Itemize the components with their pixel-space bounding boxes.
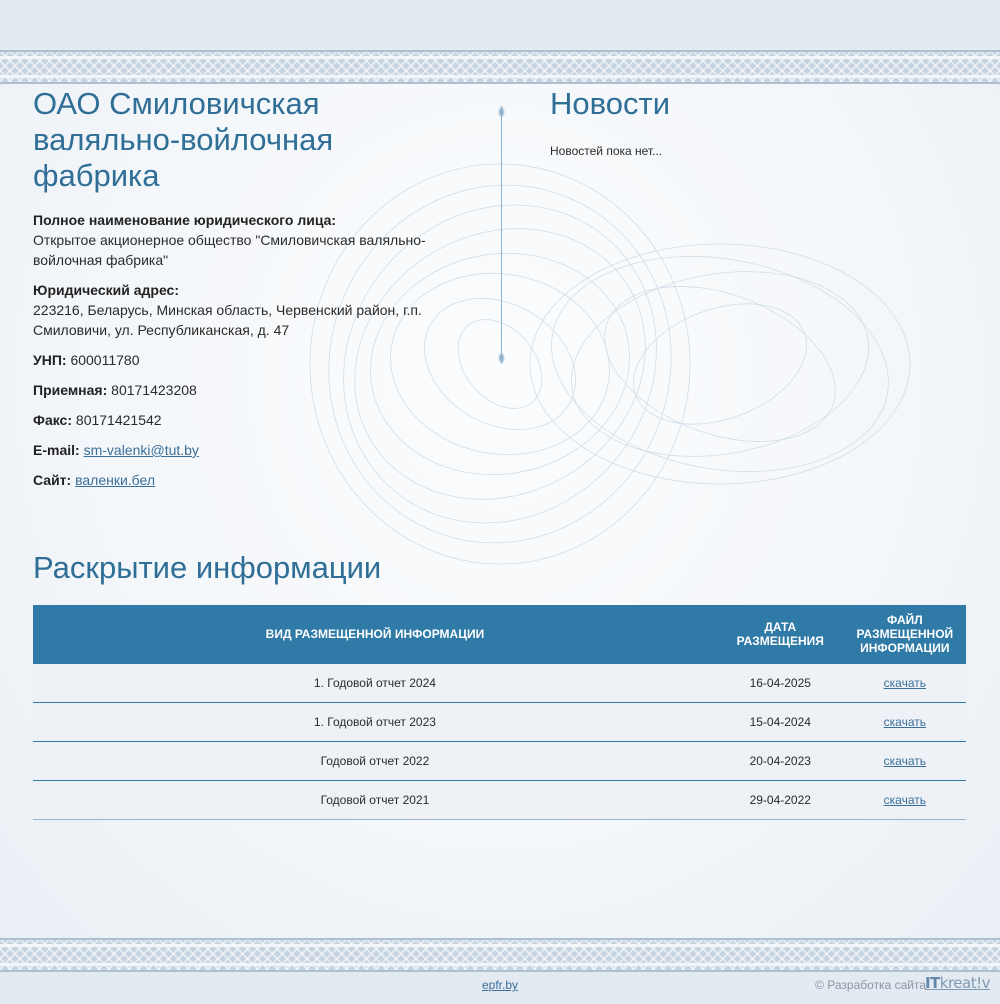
full-name-label: Полное наименование юридического лица: (33, 212, 337, 228)
row-date: 29-04-2022 (717, 781, 844, 820)
developer-logo[interactable] (925, 974, 990, 992)
disclosure-table (33, 605, 966, 820)
top-bar (0, 0, 1000, 50)
developer-logo-rest: kreat!v (939, 974, 990, 992)
row-file-cell (844, 742, 966, 781)
reception-label: Приемная: (33, 382, 108, 398)
unp-value: 600011780 (70, 352, 140, 368)
disclosure-title: Раскрытие информации (33, 550, 382, 585)
reception-value: 80171423208 (111, 382, 197, 398)
full-name-value: Открытое акционерное общество "Смиловичская валяльно-войлочная фабрика" (33, 232, 426, 268)
email-label: E-mail: (33, 442, 80, 458)
row-kind: Годовой отчет 2022 (33, 742, 717, 781)
table-header-row (33, 605, 966, 664)
company-info-column (33, 86, 453, 500)
news-column (550, 86, 950, 158)
news-empty-message: Новостей пока нет... (550, 144, 663, 158)
address-label: Юридический адрес: (33, 282, 179, 298)
download-link[interactable]: скачать (883, 676, 926, 690)
fax-value: 80171421542 (75, 412, 162, 428)
row-kind: Годовой отчет 2021 (33, 781, 717, 820)
download-link[interactable]: скачать (883, 793, 926, 807)
site-block (33, 470, 453, 490)
unp-label: УНП: (33, 352, 67, 368)
header-date: ДАТА РАЗМЕЩЕНИЯ (717, 605, 844, 664)
footer-site-link[interactable]: epfr.by (482, 978, 519, 992)
table-row (33, 703, 966, 742)
email-link[interactable]: sm-valenki@tut.by (83, 442, 199, 458)
table-row (33, 664, 966, 703)
row-date: 15-04-2024 (717, 703, 844, 742)
header-file: ФАЙЛ РАЗМЕЩЕННОЙ ИНФОРМАЦИИ (844, 605, 966, 664)
fax-block (33, 410, 453, 430)
row-kind: 1. Годовой отчет 2023 (33, 703, 717, 742)
address-block (33, 280, 453, 340)
site-link[interactable]: валенки.бел (75, 472, 156, 488)
table-row (33, 742, 966, 781)
row-kind: 1. Годовой отчет 2024 (33, 664, 717, 703)
disclosure-table-wrapper (33, 605, 966, 820)
developer-logo-it: IT (924, 974, 940, 992)
table-row (33, 781, 966, 820)
full-name-block (33, 210, 453, 270)
download-link[interactable]: скачать (883, 754, 926, 768)
row-file-cell (844, 781, 966, 820)
row-file-cell (844, 664, 966, 703)
download-link[interactable]: скачать (883, 715, 926, 729)
company-title: ОАО Смиловичская валяльно-войлочная фабрика (33, 86, 334, 193)
reception-block (33, 380, 453, 400)
site-label: Сайт: (33, 472, 72, 488)
footer-credit: © Разработка сайта (815, 978, 926, 992)
decorative-border-top (0, 50, 1000, 84)
column-divider (501, 106, 502, 364)
news-title: Новости (550, 86, 671, 121)
footer (0, 972, 1000, 1004)
row-file-cell (844, 703, 966, 742)
header-kind: ВИД РАЗМЕЩЕННОЙ ИНФОРМАЦИИ (33, 605, 717, 664)
row-date: 16-04-2025 (717, 664, 844, 703)
unp-block (33, 350, 453, 370)
decorative-border-bottom (0, 938, 1000, 972)
fax-label: Факс: (33, 412, 73, 428)
address-value: 223216, Беларусь, Минская область, Червенский район, г.п. Смиловичи, ул. Республиканская, д. 47 (33, 302, 422, 338)
row-date: 20-04-2023 (717, 742, 844, 781)
email-block (33, 440, 453, 460)
